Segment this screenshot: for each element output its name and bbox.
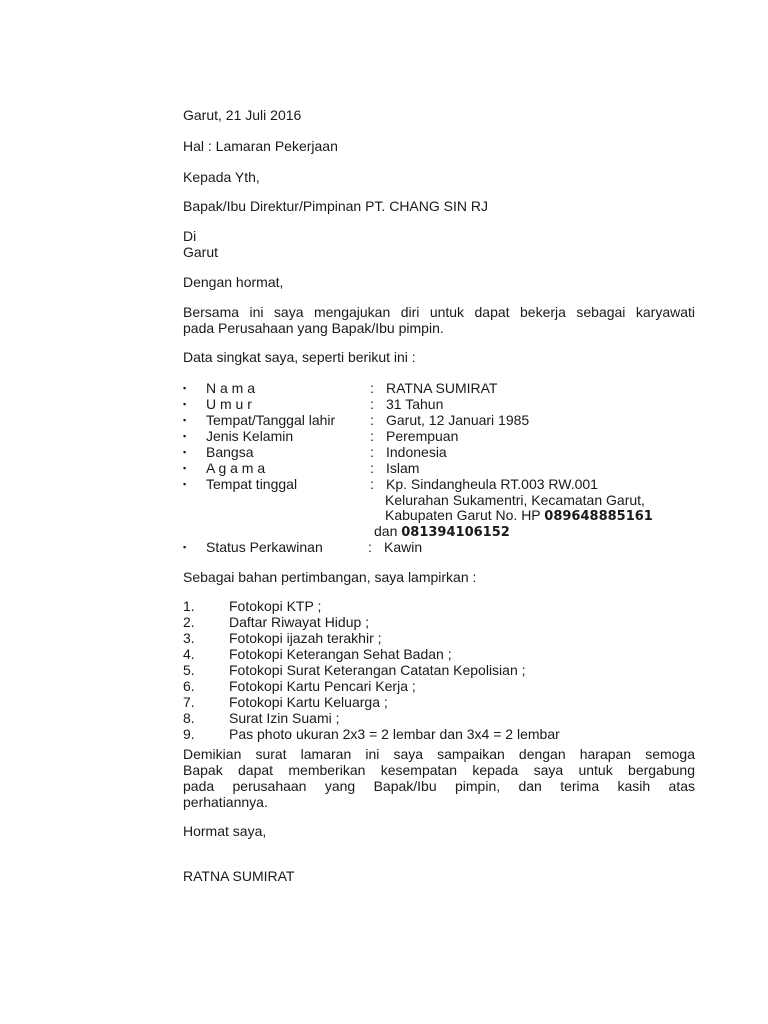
paragraph-line: Bersama ini saya mengajukan diri untuk dapat bekerja sebagai karyawati: [183, 304, 695, 320]
signature-name: RATNA SUMIRAT: [183, 868, 295, 884]
data-value: Kp. Sindangheula RT.003 RW.001: [386, 476, 598, 492]
addressee-label: Kepada Yth,: [183, 169, 260, 185]
sign-off: Hormat saya,: [183, 823, 267, 839]
data-colon: :: [370, 460, 374, 476]
di-label: Di: [183, 228, 197, 244]
attachments-intro: Sebagai bahan pertimbangan, saya lampirkan :: [183, 569, 477, 585]
item-number: 2.: [183, 614, 195, 630]
item-number: 7.: [183, 694, 195, 710]
data-value: RATNA SUMIRAT: [386, 380, 498, 396]
item-text: Fotokopi KTP ;: [229, 598, 322, 614]
item-number: 6.: [183, 678, 195, 694]
paragraph-line: pada Perusahaan yang Bapak/Ibu pimpin.: [183, 320, 444, 336]
item-number: 8.: [183, 710, 195, 726]
item-number: 9.: [183, 726, 195, 742]
item-text: Fotokopi Keterangan Sehat Badan ;: [229, 646, 452, 662]
bullet-icon: ▪: [183, 447, 187, 457]
data-label: N a m a: [206, 380, 256, 396]
data-colon: :: [370, 396, 374, 412]
address-prefix: dan: [374, 523, 402, 539]
data-value: Garut, 12 Januari 1985: [386, 412, 530, 428]
data-colon: :: [370, 412, 374, 428]
paragraph-line: Bapak dapat memberikan kesempatan kepada saya untuk bergabung: [183, 762, 695, 778]
bullet-icon: ▪: [183, 542, 187, 552]
data-label: Tempat tinggal: [206, 476, 298, 492]
item-text: Pas photo ukuran 2x3 = 2 lembar dan 3x4 = 2 lembar: [229, 726, 560, 742]
bullet-icon: ▪: [183, 383, 187, 393]
data-label: Jenis Kelamin: [206, 428, 294, 444]
data-colon: :: [370, 444, 374, 460]
bullet-icon: ▪: [183, 415, 187, 425]
phone-number-1: 089648885161: [544, 509, 653, 524]
data-intro: Data singkat saya, seperti berikut ini :: [183, 349, 416, 365]
data-label: Status Perkawinan: [206, 539, 323, 555]
intro-paragraph: [183, 304, 695, 336]
bullet-icon: ▪: [183, 463, 187, 473]
data-colon: :: [370, 428, 374, 444]
data-value: Indonesia: [386, 444, 447, 460]
data-label: A g a m a: [206, 460, 266, 476]
item-number: 4.: [183, 646, 195, 662]
data-value: Islam: [386, 460, 420, 476]
paragraph-line: pada perusahaan yang Bapak/Ibu pimpin, dan terima kasih atas: [183, 778, 695, 794]
data-colon: :: [370, 476, 374, 492]
item-text: Fotokopi Surat Keterangan Catatan Kepolisian ;: [229, 662, 526, 678]
item-text: Surat Izin Suami ;: [229, 710, 340, 726]
item-number: 1.: [183, 598, 195, 614]
greeting: Dengan hormat,: [183, 274, 284, 290]
item-text: Fotokopi ijazah terakhir ;: [229, 630, 382, 646]
data-label: U m u r: [206, 396, 252, 412]
recipient-city: Garut: [183, 244, 219, 260]
closing-paragraph: [183, 746, 695, 810]
data-colon: :: [368, 539, 372, 555]
recipient: Bapak/Ibu Direktur/Pimpinan PT. CHANG SIN RJ: [183, 198, 488, 214]
address-line-2: Kelurahan Sukamentri, Kecamatan Garut,: [385, 492, 645, 508]
paragraph-line: perhatiannya.: [183, 794, 268, 810]
bullet-icon: ▪: [183, 479, 187, 489]
item-text: Fotokopi Kartu Pencari Kerja ;: [229, 678, 416, 694]
data-value: 31 Tahun: [386, 396, 444, 412]
paragraph-line: Demikian surat lamaran ini saya sampaikan dengan harapan semoga: [183, 746, 695, 762]
data-label: Bangsa: [206, 444, 254, 460]
bullet-icon: ▪: [183, 431, 187, 441]
address-prefix: Kabupaten Garut No. HP: [385, 507, 545, 523]
item-text: Fotokopi Kartu Keluarga ;: [229, 694, 388, 710]
bullet-icon: ▪: [183, 399, 187, 409]
data-label: Tempat/Tanggal lahir: [206, 412, 336, 428]
place-date: Garut, 21 Juli 2016: [183, 107, 302, 123]
data-value: Kawin: [384, 539, 423, 555]
subject-line: Hal : Lamaran Pekerjaan: [183, 138, 338, 154]
phone-number-2: 081394106152: [401, 525, 510, 540]
data-value: Perempuan: [386, 428, 459, 444]
data-colon: :: [370, 380, 374, 396]
item-text: Daftar Riwayat Hidup ;: [229, 614, 370, 630]
item-number: 5.: [183, 662, 195, 678]
item-number: 3.: [183, 630, 195, 646]
